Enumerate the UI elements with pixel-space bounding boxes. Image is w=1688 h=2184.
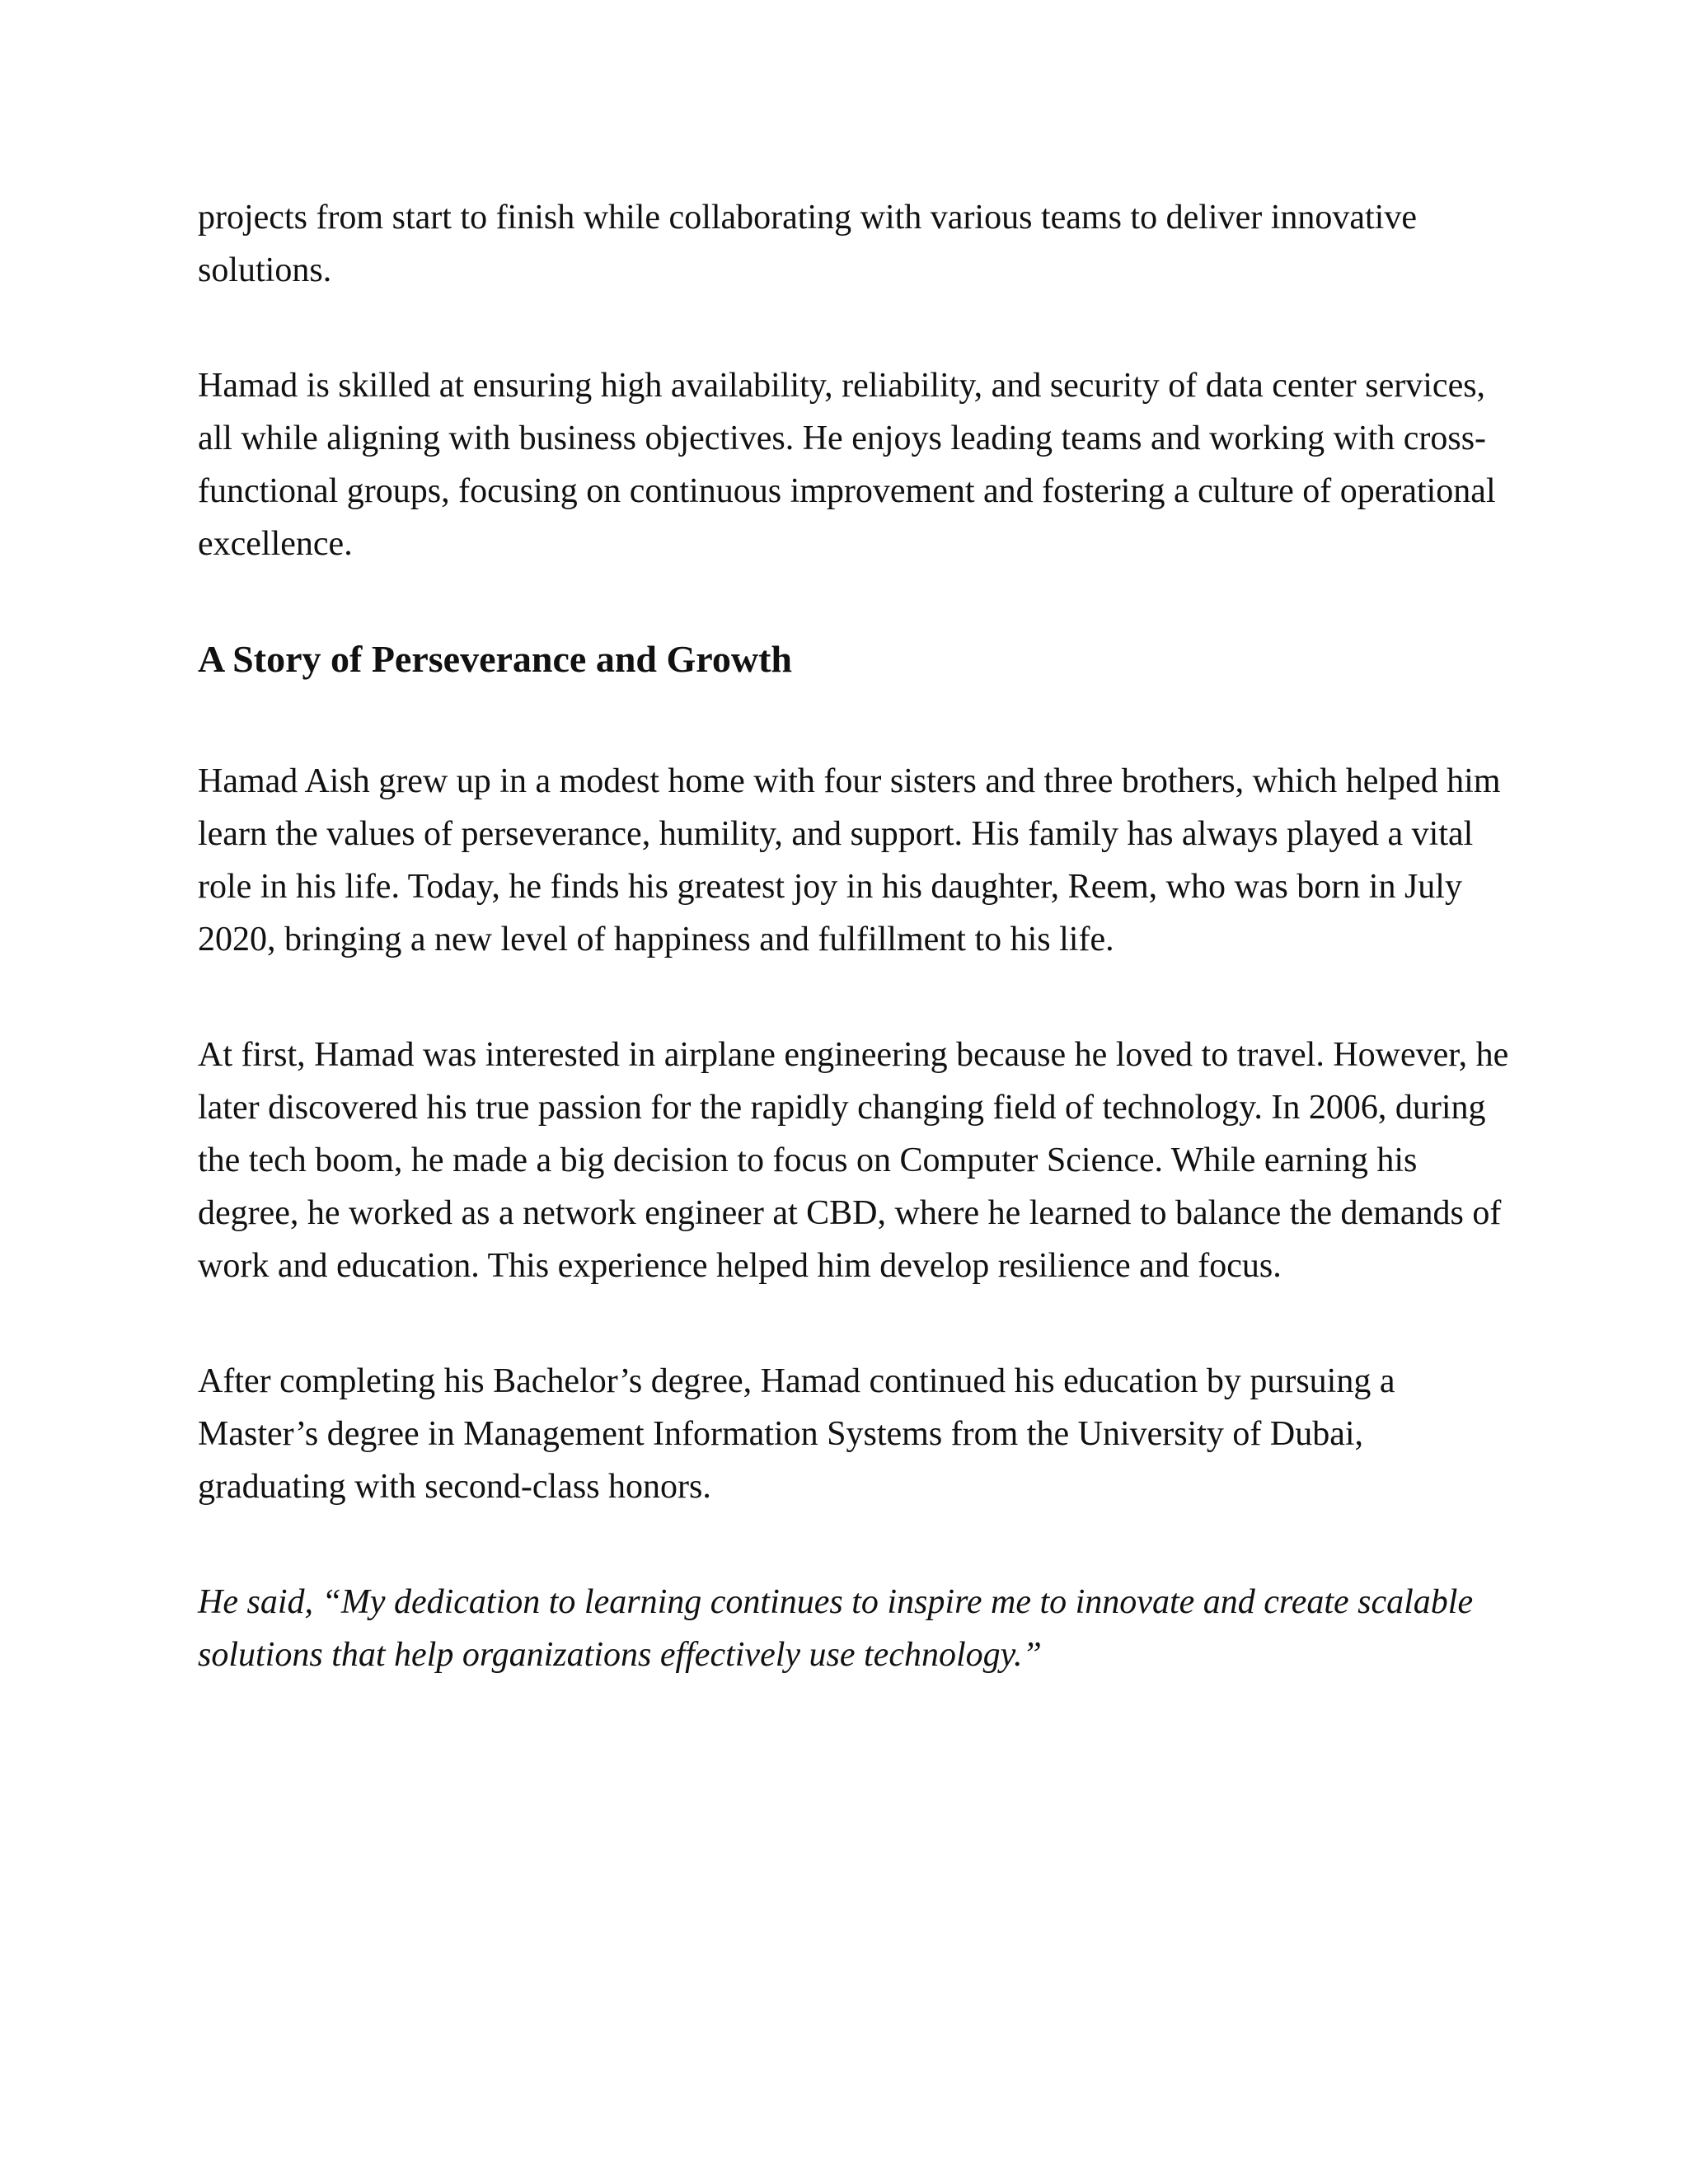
paragraph-education: After completing his Bachelor’s degree, Hamad continued his education by pursuing a Master’s degree in Management Information Systems from the University of Dubai, graduating with second-class honors.: [198, 1362, 1395, 1506]
paragraph-career-start: At first, Hamad was interested in airplane engineering because he loved to travel. However, he later discovered his true passion for the rapidly changing field of technology. In 2006, during the tech boom, he made a big decision to focus on Computer Science. While earning his degree, he worked as a network engineer at CBD, where he learned to balance the demands of work and education. This experience helped him develop resilience and focus.: [198, 1036, 1509, 1285]
quote: He said, “My dedication to learning continues to inspire me to innovate and create scalable solutions that help organizations effectively use technology.”: [198, 1583, 1474, 1674]
document-page: [198, 191, 1517, 1681]
section-heading: A Story of Perseverance and Growth: [198, 638, 792, 680]
paragraph-skills: Hamad is skilled at ensuring high availability, reliability, and security of data center services, all while aligning with business objectives. He enjoys leading teams and working with cross-functional groups, focusing on continuous improvement and fostering a culture of operational excellence.: [198, 367, 1496, 563]
paragraph-family: Hamad Aish grew up in a modest home with four sisters and three brothers, which helped him learn the values of perseverance, humility, and support. His family has always played a vital role in his life. Today, he finds his greatest joy in his daughter, Reem, who was born in July 2020, bringing a new level of happiness and fulfillment to his life.: [198, 762, 1501, 958]
paragraph-intro-continued: projects from start to finish while collaborating with various teams to deliver innovative solutions.: [198, 199, 1417, 289]
